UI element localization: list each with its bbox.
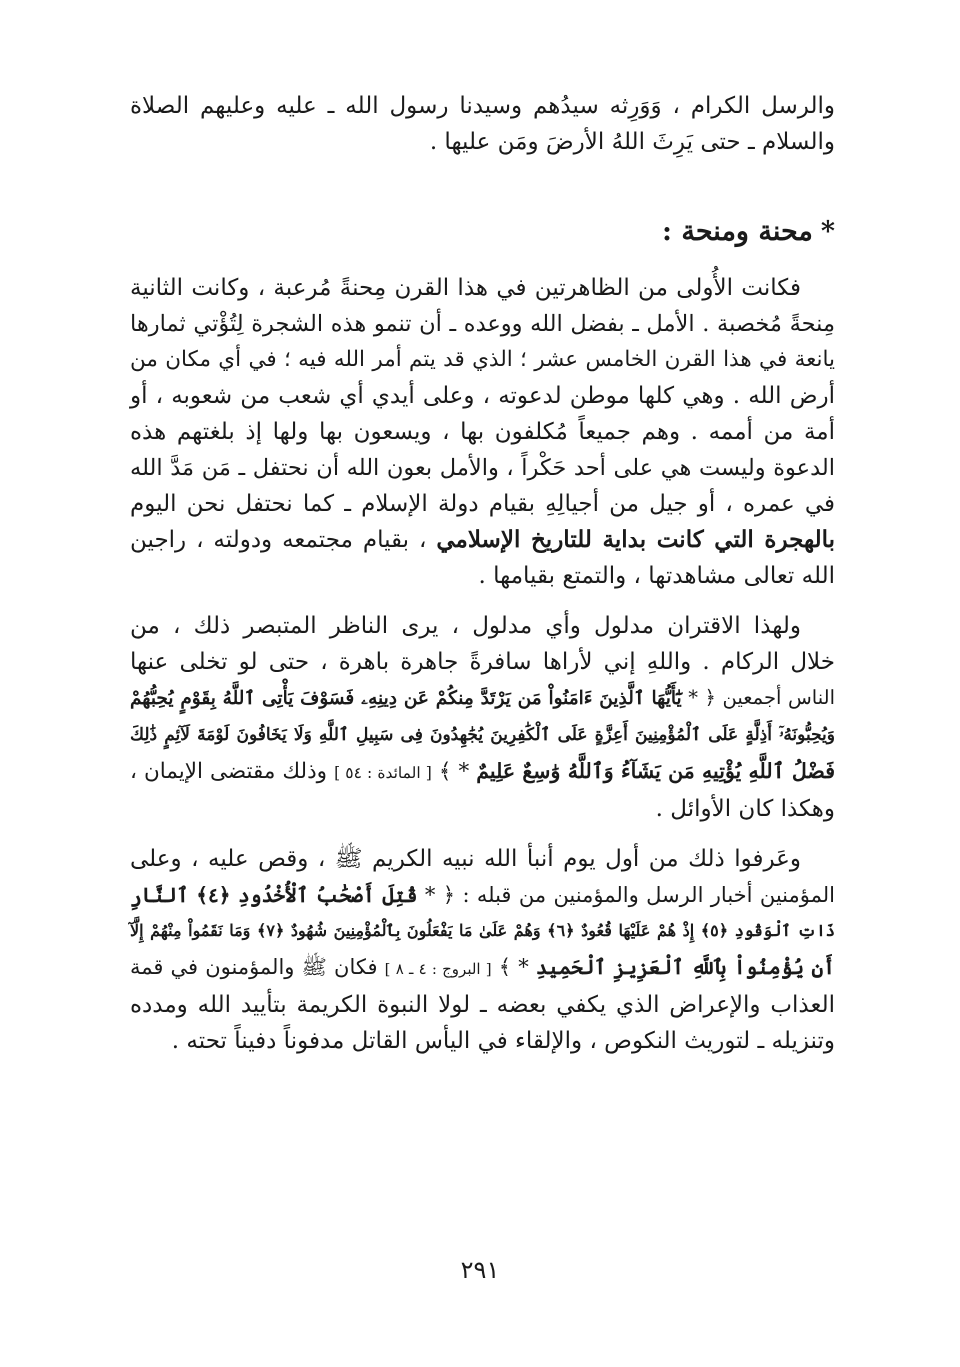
text-fragment: ، بقيام مجتمعه ودولته ، راجين bbox=[130, 527, 427, 553]
page-content bbox=[130, 88, 835, 1307]
text-line: ولهذا الاقتران مدلول وأي مدلول ، يرى الناظر المتبصر ذلك ، من bbox=[130, 613, 801, 639]
text-line: خلال الركام . واللهِ إني لأراها سافرةً جاهرة باهرة ، حتى لو تخلى عنها bbox=[130, 649, 835, 675]
text-line: وهكذا كان الأوائل . bbox=[655, 796, 835, 822]
quran-open-bracket: ﴿ * bbox=[424, 883, 456, 907]
page-number: ٢٩١ bbox=[460, 1256, 500, 1284]
quran-open-bracket: ﴿ * bbox=[688, 686, 716, 709]
text-line: الدعوة وليست هي على أحد حَكْراً ، والأمل بعون الله أن نحتفل ـ مَن مَدَّ الله bbox=[130, 455, 835, 481]
paragraph-3 bbox=[130, 841, 835, 1059]
text-line: الله تعالى مشاهدتها ، والتمتع بقيامها . bbox=[478, 563, 835, 589]
quran-verse: قُتِلَ أَصْحَٰبُ ٱلْأُخْدُودِ ﴿٤﴾ ٱلنَّارِ bbox=[130, 883, 418, 907]
quran-verse: فَضْلُ ٱللَّهِ يُؤْتِيهِ مَن يَشَآءُ وَٱللَّهُ وَٰسِعٌ عَلِيمٌ bbox=[476, 759, 836, 783]
bold-phrase: بالهجرة التي كانت بداية للتاريخ الإسلامي bbox=[436, 526, 836, 553]
text-line: يانعة في هذا القرن الخامس عشر ؛ الذي قد يتم أمر الله فيه ؛ في أي مكان من bbox=[130, 347, 835, 372]
quran-verse: ذَاتِ ٱلْوَقُودِ ﴿٥﴾ إِذْ هُمْ عَلَيْهَا قُعُودٌ ﴿٦﴾ وَهُمْ عَلَىٰ مَا يَفْعَلُونَ بِٱلْمُؤْمِنِينَ شُهُودٌ ﴿٧﴾ وَمَا نَقَمُواْ مِنْهُمْ إِلَّآ bbox=[130, 921, 836, 940]
text-line: أمة من أممه . وهم جميعاً مُكلفون بها ، ويسعون بها ولها إذ بلغتهم هذه bbox=[130, 419, 835, 445]
text-fragment: المؤمنين أخبار الرسل والمؤمنين من قبله : bbox=[462, 883, 835, 907]
quran-verse: يَٰٓأَيُّهَا ٱلَّذِينَ ءَامَنُواْ مَن يَرْتَدَّ مِنكُمْ عَن دِينِهِۦ فَسَوْفَ يَأْتِى ٱللَّهُ بِقَوْمٍ يُحِبُّهُمْ bbox=[130, 688, 682, 709]
text-line: فكانت الأُولى من الظاهرتين في هذا القرن مِحنةً مُرعبة ، وكانت الثانية bbox=[130, 275, 801, 301]
text-line: والسلام ـ حتى يَرِثَ اللهُ الأرضَ ومَن عليها . bbox=[429, 129, 835, 155]
verse-reference: [ المائدة : ٥٤ ] bbox=[334, 764, 432, 782]
text-line bbox=[130, 877, 835, 913]
text-line: مِنحةً مُخصبة . الأمل ـ بفضل الله ووعده ـ أن تنمو هذه الشجرة لِتُؤْتي ثمارها bbox=[130, 311, 835, 337]
text-line bbox=[130, 680, 835, 717]
text-line: أرض الله . وهي كلها موطن لدعوته ، وعلى أيدي أي شعب من شعوبه ، أو bbox=[130, 383, 835, 409]
text-line: والرسل الكرام ، وَوَرِثه سيدُهم وسيدنا رسول الله ـ عليه وعليهم الصلاة bbox=[130, 93, 835, 119]
text-line bbox=[130, 753, 835, 791]
paragraph-2 bbox=[130, 608, 835, 827]
text-line bbox=[130, 913, 835, 949]
text-fragment: فكان ﷺ والمؤمنون في قمة bbox=[130, 955, 378, 979]
quran-verse: وَيُحِبُّونَهُۥٓ أَذِلَّةٍ عَلَى ٱلْمُؤْمِنِينَ أَعِزَّةٍ عَلَى ٱلْكَٰفِرِينَ يُجَٰهِدُونَ فِى سَبِيلِ ٱللَّهِ وَلَا يَخَافُونَ لَوْمَةَ لَآئِمٍ ذَٰلِكَ bbox=[130, 725, 835, 745]
text-fragment: الناس أجمعين bbox=[722, 686, 835, 709]
quran-close-bracket: * ﴾ bbox=[438, 759, 470, 784]
star-icon: * bbox=[820, 216, 835, 247]
text-line: العذاب والإعراض الذي يكفي بعضه ـ لولا النبوة الكريمة بتأييد الله ومدده bbox=[130, 992, 835, 1018]
section-title: محنة ومنحة : bbox=[662, 216, 813, 247]
text-line bbox=[130, 717, 835, 753]
intro-paragraph bbox=[130, 88, 835, 160]
verse-reference: [ البروج : ٤ ـ ٨ ] bbox=[384, 960, 492, 978]
text-line bbox=[130, 522, 835, 558]
quran-close-bracket: * ﴾ bbox=[498, 955, 529, 979]
text-fragment: وذلك مقتضى الإيمان ، bbox=[130, 759, 328, 784]
text-line: وتنزيله ـ لتوريث النكوص ، والإلقاء في اليأس القاتل مدفوناً دفيناً تحته . bbox=[171, 1028, 835, 1054]
text-line: في عمره ، أو جيل من أجيالِهِ بقيام دولة الإسلام ـ كما نحتفل نحن اليوم bbox=[130, 491, 835, 517]
text-line bbox=[130, 949, 835, 987]
text-line: وعَرفوا ذلك من أول يوم أنبأ الله نبيه الكريم ﷺ ، وقص عليه ، وعلى bbox=[130, 846, 801, 872]
quran-verse: أَن يُؤْمِنُواْ بِٱللَّهِ ٱلْعَزِيزِ ٱلْحَمِيدِ bbox=[535, 955, 835, 979]
section-heading bbox=[130, 212, 835, 252]
paragraph-1 bbox=[130, 270, 835, 594]
